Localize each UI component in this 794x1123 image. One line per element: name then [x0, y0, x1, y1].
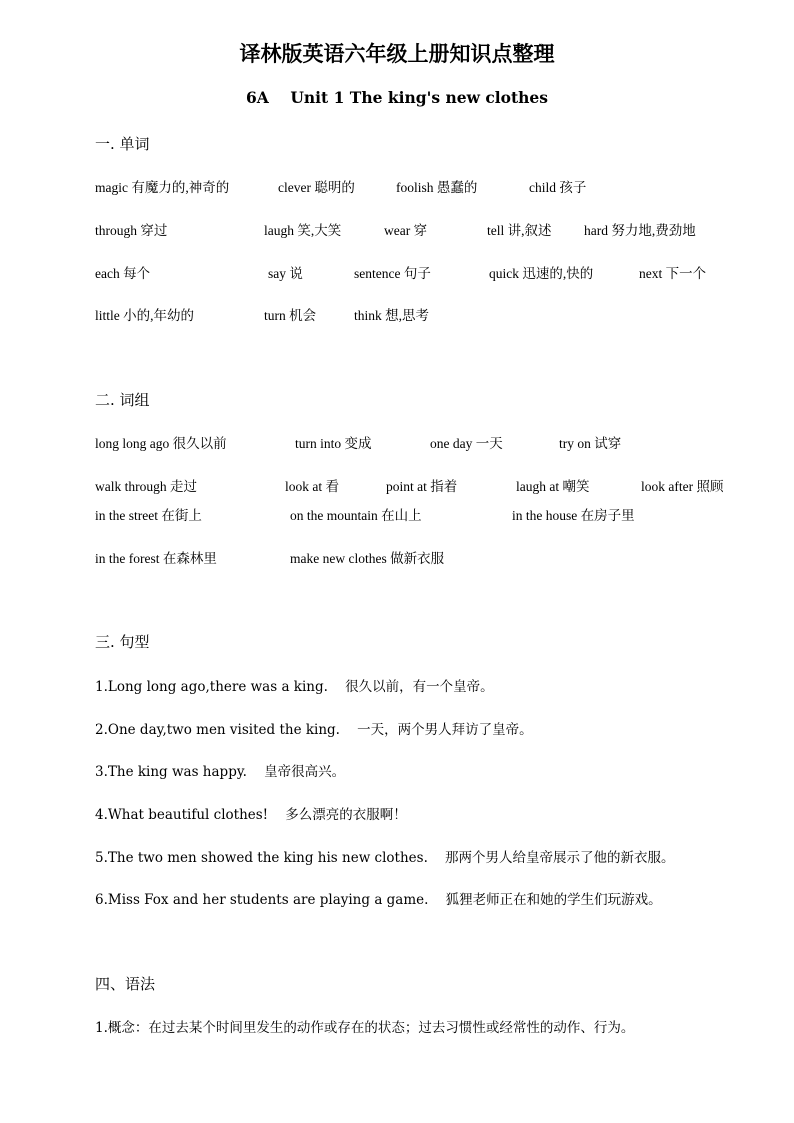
phrase-item: one day 一天 — [430, 436, 503, 451]
word-item: magic 有魔力的,神奇的 — [95, 180, 230, 195]
section-heading-phrases: 二. 词组 — [95, 391, 150, 409]
word-item: through 穿过 — [95, 223, 168, 238]
section-heading-grammar: 四、语法 — [95, 975, 156, 993]
phrase-item: in the street 在街上 — [95, 508, 202, 523]
sentence-item: 6.Miss Fox and her students are playing a game. 狐狸老师正在和她的学生们玩游戏。 — [95, 892, 662, 908]
word-item: laugh 笑,大笑 — [264, 223, 342, 238]
sentence-item: 1.Long long ago,there was a king. 很久以前，有一个皇帝。 — [95, 679, 494, 695]
word-item: say 说 — [268, 266, 303, 281]
sentence-item: 2.One day,two men visited the king. 一天，两个男人拜访了皇帝。 — [95, 722, 533, 738]
word-item: tell 讲,叙述 — [487, 223, 552, 238]
word-item: each 每个 — [95, 266, 151, 281]
phrase-item: long long ago 很久以前 — [95, 436, 227, 451]
word-item: quick 迅速的,快的 — [489, 266, 594, 281]
word-item: turn 机会 — [264, 308, 317, 323]
word-item: next 下一个 — [639, 266, 707, 281]
phrase-item: try on 试穿 — [559, 436, 622, 451]
grammar-item: 1.概念：在过去某个时间里发生的动作或存在的状态；过去习惯性或经常性的动作、行为。 — [95, 1020, 635, 1036]
phrase-item: in the house 在房子里 — [512, 508, 635, 523]
phrase-item: on the mountain 在山上 — [290, 508, 422, 523]
word-item: child 孩子 — [529, 180, 587, 195]
unit-subtitle: 6A Unit 1 The king's new clothes — [245, 88, 549, 107]
word-item: sentence 句子 — [354, 266, 431, 281]
phrase-item: point at 指着 — [386, 479, 458, 494]
sentence-item: 3.The king was happy. 皇帝很高兴。 — [95, 764, 346, 780]
word-item: hard 努力地,费劲地 — [584, 223, 696, 238]
phrase-item: walk through 走过 — [95, 479, 197, 494]
sentence-item: 4.What beautiful clothes! 多么漂亮的衣服啊！ — [95, 807, 407, 823]
phrase-item: look after 照顾 — [641, 479, 724, 494]
word-item: wear 穿 — [384, 223, 428, 238]
page-title: 译林版英语六年级上册知识点整理 — [239, 41, 555, 66]
word-item: little 小的,年幼的 — [95, 308, 194, 323]
phrase-item: in the forest 在森林里 — [95, 551, 217, 566]
word-item: think 想,思考 — [354, 308, 430, 323]
section-heading-sentences: 三. 句型 — [95, 633, 150, 651]
word-item: foolish 愚蠢的 — [396, 180, 478, 195]
phrase-item: turn into 变成 — [295, 436, 372, 451]
phrase-item: look at 看 — [285, 479, 339, 494]
phrase-item: make new clothes 做新衣服 — [290, 551, 445, 566]
section-heading-words: 一. 单词 — [95, 135, 150, 153]
sentence-item: 5.The two men showed the king his new clothes. 那两个男人给皇帝展示了他的新衣服。 — [95, 850, 675, 866]
word-item: clever 聪明的 — [278, 180, 355, 195]
phrase-item: laugh at 嘲笑 — [516, 479, 590, 494]
